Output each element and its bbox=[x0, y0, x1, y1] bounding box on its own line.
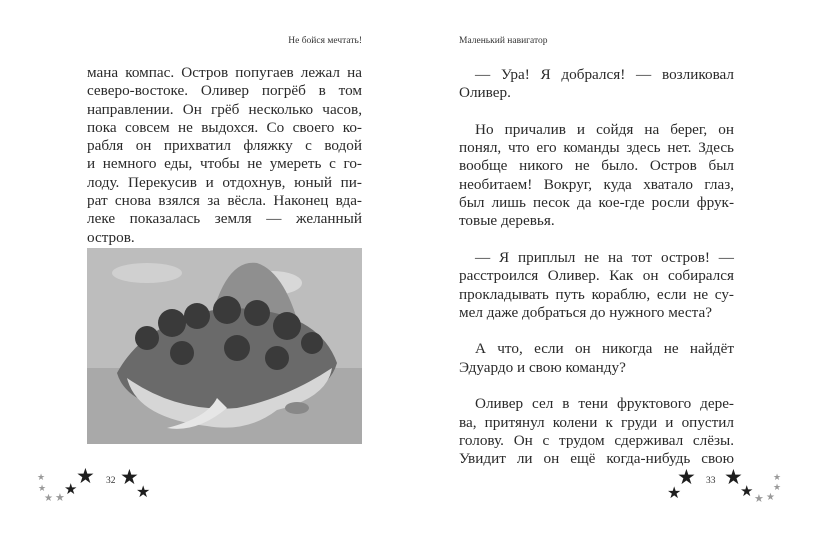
text-line: — Ура! Я добрался! — возликовал bbox=[475, 66, 734, 83]
text-line: расстроился Оливер. Как он собирался bbox=[459, 267, 734, 285]
paragraph-gap bbox=[459, 103, 734, 121]
text-line: остров. bbox=[87, 228, 135, 246]
text-line: понял, что его команды здесь нет. Здесь bbox=[459, 139, 734, 157]
star-icon: ★ bbox=[773, 483, 782, 493]
text-line: Оливер сел в тени фруктового дере- bbox=[475, 395, 734, 413]
left-page-number: 32 bbox=[106, 476, 116, 486]
text-line: необитаем! Вокруг, куда хватало глаз, bbox=[459, 175, 734, 193]
island-illustration bbox=[87, 248, 362, 444]
text-line: леке показалась земля — желанный bbox=[87, 210, 362, 228]
left-running-header: Не бойся мечтать! bbox=[288, 36, 362, 46]
star-icon: ★ bbox=[37, 473, 46, 483]
text-line: прокладывать путь кораблю, если не су- bbox=[459, 285, 734, 303]
text-line: Увидит ли он ещё когда-нибудь свою bbox=[459, 450, 734, 468]
star-icon: ★ bbox=[667, 483, 682, 502]
text-line: рабля он прихватил фляжку с водой bbox=[87, 137, 362, 155]
text-line: голову. Он с трудом сдерживал слёзы. bbox=[459, 431, 734, 449]
text-line: товые деревья. bbox=[459, 212, 555, 230]
star-icon: ★ bbox=[136, 482, 151, 501]
star-icon: ★ bbox=[766, 492, 775, 503]
star-icon: ★ bbox=[64, 480, 78, 498]
text-line: мана компас. Остров попугаев лежал на bbox=[87, 64, 362, 81]
paragraph-gap bbox=[459, 377, 734, 395]
star-icon: ★ bbox=[120, 465, 139, 489]
right-running-header: Маленький навигатор bbox=[459, 36, 548, 46]
star-icon: ★ bbox=[724, 465, 743, 489]
star-icon: ★ bbox=[44, 493, 53, 504]
text-line: Но причалив и сойдя на берег, он bbox=[475, 120, 734, 138]
text-line: мел даже добраться до нужного места? bbox=[459, 303, 712, 321]
star-icon: ★ bbox=[38, 484, 47, 494]
text-line: вообще никого не было. Остров был bbox=[459, 157, 734, 175]
text-line: северо-востоке. Оливер погрёб в том bbox=[87, 82, 362, 100]
left-page-text bbox=[87, 64, 362, 247]
paragraph-gap bbox=[459, 231, 734, 249]
text-line: рат снова взялся за вёсла. Наконец вда- bbox=[87, 192, 362, 210]
star-icon: ★ bbox=[76, 464, 95, 488]
text-line: и немного еды, чтобы не умереть с го- bbox=[87, 155, 362, 173]
text-line: лоду. Перекусив и отдохнув, юный пи- bbox=[87, 173, 362, 191]
right-page-number: 33 bbox=[706, 476, 716, 486]
text-line: был лишь песок да кое-где росли фрук- bbox=[459, 194, 734, 212]
paragraph-gap bbox=[459, 322, 734, 340]
star-icon: ★ bbox=[55, 491, 65, 504]
text-line: — Я приплыл не на тот остров! — bbox=[475, 248, 734, 266]
text-line: А что, если он никогда не найдёт bbox=[475, 340, 734, 358]
star-icon: ★ bbox=[773, 473, 782, 483]
text-line: пока совсем не выдохся. Со своего ко- bbox=[87, 118, 362, 136]
text-line: направлении. Он грёб несколько часов, bbox=[87, 100, 362, 118]
star-icon: ★ bbox=[754, 492, 764, 505]
text-line: ва, притянул колени к груди и опустил bbox=[459, 413, 734, 431]
star-icon: ★ bbox=[740, 482, 754, 500]
text-line: Эдуардо и свою команду? bbox=[459, 358, 626, 376]
right-page-text bbox=[459, 66, 734, 469]
star-icon: ★ bbox=[677, 465, 696, 489]
text-line: Оливер. bbox=[459, 84, 511, 102]
